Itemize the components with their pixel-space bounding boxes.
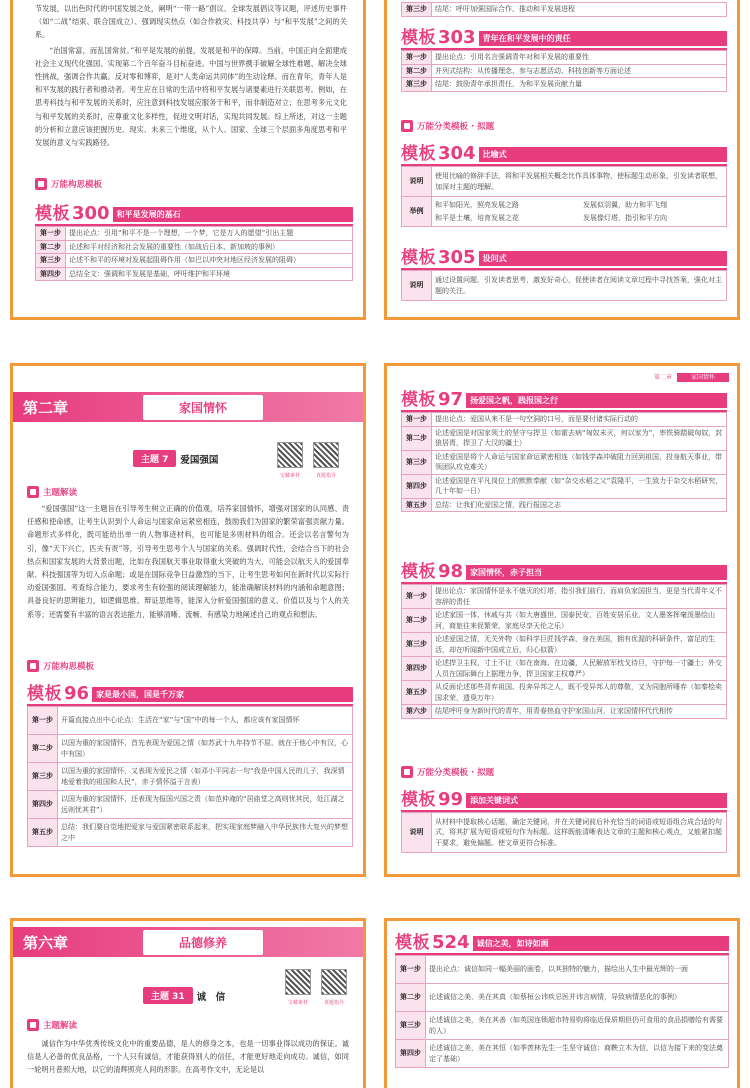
template-table (401, 50, 727, 92)
step-text: 论述捍卫主权，寸土不让（如在南海、在边疆，人民解放军枕戈待旦，守护每一寸疆土；外交人员在国际舞台上据理力争，捍卫国家主权尊严） (432, 657, 727, 681)
section-heading: 万能构思模板 (27, 658, 94, 674)
template-number: 96 (64, 683, 90, 704)
page-1 (10, 0, 366, 320)
step-label: 第四步 (402, 474, 432, 498)
table-row (28, 707, 353, 735)
step-label: 说明 (402, 813, 432, 853)
step-label: 第一步 (402, 585, 432, 609)
template-heading (395, 933, 729, 955)
step-text: 论述和平对经济和社会发展的重要性（如战后日本、新加坡的事例） (66, 240, 353, 254)
table-row (402, 51, 727, 65)
template-table (401, 2, 727, 17)
qr-code-icon[interactable] (277, 442, 303, 468)
step-label: 第五步 (28, 819, 58, 847)
template-word: 模板 (35, 204, 70, 224)
template-word: 模板 (401, 28, 436, 48)
table-row (28, 791, 353, 819)
step-label: 第三步 (402, 3, 432, 17)
step-label: 第四步 (36, 267, 66, 281)
table-row (28, 763, 353, 791)
section-heading: 万能分类模板 · 拟题 (401, 764, 494, 780)
template-title: 青年在和平发展中的责任 (479, 31, 727, 46)
grid-icon (401, 766, 413, 778)
template-304 (401, 144, 727, 227)
template-word: 模板 (395, 933, 430, 953)
template-title: 比喻式 (479, 147, 727, 162)
paragraph: 节发展，以出色时代的中国发展之处，阐明“一带一路”倡议、全球发展倡议等议题，评述历史事件（如“二战”结束、联合国成立）、强调现实热点（如合作救灾、科技共享）与“和平发展”之间的关系。 (35, 4, 347, 40)
step-text: 以国为重的家国情怀，又表现为爱民之情（如邓小平同志一句“我是中国人民的儿子，我深情地爱着我的祖国和人民”，赤子情怀溢于言表） (58, 763, 353, 791)
step-text: 结尾：呼吁加强国际合作，推动和平发展进程 (432, 3, 727, 17)
template-word: 模板 (27, 684, 62, 704)
template-number: 300 (72, 203, 110, 224)
step-text: 从反面论述那些背弃祖国、投奔异邦之人，既不受异邦人的尊敬，又为同胞所唾弃（如秦桧卖国求荣，遗臭万年） (432, 681, 727, 705)
page-4 (384, 363, 740, 877)
paragraph: “爱国强国”这一主题旨在引导考生树立正确的价值观，培养家国情怀，增强对国家的认同感、责任感和使命感，让考生认识到个人命运与国家命运紧密相连，鼓励我们为国家的繁荣富强贡献力量。命题形式多样化，既可能给出单一的人物事迹材料，也可能是多则材料的组合。还会以名言警句为引，像“天下兴亡，匹夫有责”等，引导考生思考个人与国家的关系。强调时代性，会结合当下的社会热点和国家发展的大背景出题，比如在我国航天事业取得重大突破的为大，可能会以航天人的爱国奉献、科技强国等为切入点命题；或是在国际竞争日益激烈的当下，让考生思考如何在新时代以实际行动爱国强国。考查综合能力，要求考生有较强的阅读理解能力，能准确解读材料的内涵和命题意图；具备良好的思辨能力，如逻辑思维、辩证思维等，能深入分析爱国强国的意义、价值以及与个人的关系等；还需要有丰富的语言表达能力，能够清晰、流畅、有感染力地阐述自己的观点和想法。 (27, 504, 349, 619)
step-label: 第三步 (402, 633, 432, 657)
qr-caption: 真题指导 (323, 1000, 344, 1006)
template-heading (35, 204, 353, 226)
table-row (28, 819, 353, 847)
template-word: 模板 (401, 790, 436, 810)
template-300 (35, 204, 353, 281)
template-number: 97 (438, 389, 464, 410)
template-title: 家国情怀，赤子担当 (466, 565, 727, 580)
template-97 (401, 390, 727, 512)
step-label: 第四步 (402, 657, 432, 681)
step-text: 并列式结构：从传播理念、参与志愿活动、科技创新等方面论述 (432, 64, 727, 78)
template-title: 添加关键词式 (466, 793, 727, 808)
section-heading: 万能构思模板 (35, 176, 102, 192)
paragraph: “治国常富，而乱国常贫。”和平是发展的前提，发展是和平的保障。当前，中国正向全面建成社会主义现代化强国、实现第二个百年奋斗目标奋进。中国与世界携手破解全球性难题、解决全球性挑战，强调合作共赢。反对零和博弈，是对“人类命运共同体”的生动诠释。而在青年，青年人是和平发展的践行者和推动者。考生应在日常的生活中将和平发展与诸要素进行关联思考。例如，在思考科技与和平发展的关系时，应注意到科技发展应服务于和平，而非制造对立；在思考多元文化与和平发展的关系时，应尊重文化多样性，促进文明对话，实现共同发展。综上所述，对这一主题的分析和立意应该把握历史、现实、未来三个维度，从个人、国家、全球三个层面多角度思考和平发展的意义与实践路径。 (35, 45, 347, 148)
step-text: 提出论点：诚信如同一幅美丽的画卷，以其独特的魅力，描绘出人生中最光辉的一面 (426, 956, 729, 984)
qr-caption: 真题指导 (315, 473, 336, 479)
template-heading (401, 562, 727, 584)
page-3 (10, 363, 366, 877)
step-label: 第三步 (28, 763, 58, 791)
template-word: 模板 (401, 248, 436, 268)
template-heading (401, 28, 727, 50)
page-5 (10, 918, 366, 1088)
grid-icon (401, 120, 413, 132)
step-label: 第一步 (402, 51, 432, 65)
step-label: 第三步 (402, 78, 432, 92)
qr-caption: 宝藏素材 (279, 473, 300, 479)
template-table (401, 584, 727, 719)
template-table (401, 270, 727, 301)
template-word: 模板 (401, 390, 436, 410)
table-row (396, 1040, 729, 1068)
section-heading: 主题解读 (27, 1017, 77, 1033)
step-text: 论述爱国是在平凡岗位上的默默奉献（如“杂交水稻之父”袁隆平，一生致力于杂交水稻研究，几十年如一日） (432, 474, 727, 498)
table-row (36, 240, 353, 254)
step-text: 使用比喻的修辞手法，将和平发展相关概念比作具体事物，使标题生动形象，引发读者联想，加深对主题的理解。 (432, 167, 727, 197)
table-row (402, 498, 727, 512)
step-text: 论述诚信之美，美在其真（如蔡桓公讳疾忌医并讳言病情，导致病情恶化的事例） (426, 984, 729, 1012)
step-label: 第一步 (36, 227, 66, 241)
step-text: 和平如阳光，照亮发展之路 发展似羽翼，助力和平飞翔 和平是土壤，培育发展之花 发展像灯塔，指引和平方向 (432, 197, 727, 227)
step-text: 从材料中提取核心话题，确定关键词，并在关键词前后补充恰当的词语或短语组合成合适的句式，将其扩展为短语或短句作为标题。这样既能清晰表达文章的主题和核心观点，又能紧扣题干要求，避免偏题。使文章更符合标准。 (432, 813, 727, 853)
table-row (36, 227, 353, 241)
table-row (402, 813, 727, 853)
section-heading: 主题解读 (27, 484, 77, 500)
step-label: 说明 (402, 271, 432, 301)
template-96 (27, 684, 353, 847)
step-text: 通过设置问题，引发读者思考，激发好奇心，促使读者在阅读文章过程中寻找答案，强化对主题的关注。 (432, 271, 727, 301)
table-row (402, 609, 727, 633)
step-label: 第三步 (402, 450, 432, 474)
step-label: 第二步 (402, 426, 432, 450)
step-label: 第二步 (402, 609, 432, 633)
qr-caption: 宝藏素材 (287, 1000, 308, 1006)
table-row (28, 735, 353, 763)
step-text: 论述诚信之美，美在其善（如英国连锁超市特易购将临近保质期但仍可食用的食品捐赠给有需要的人） (426, 1012, 729, 1040)
template-305 (401, 248, 727, 301)
template-number: 305 (438, 247, 476, 268)
qr-codes (285, 969, 347, 1006)
template-table (401, 166, 727, 227)
table-row (402, 585, 727, 609)
template-heading (401, 790, 727, 812)
step-text: 开篇直接点出中心论点：生活在“家”与“国”中的每一个人，都应该有家国情怀 (58, 707, 353, 735)
step-label: 第一步 (396, 956, 426, 984)
table-row (402, 3, 727, 17)
step-label: 第四步 (28, 791, 58, 819)
template-303 (401, 28, 727, 92)
template-word: 模板 (401, 562, 436, 582)
step-text: 以国为重的家国情怀，还表现为报国兴国之责（如范仲淹的“居庙堂之高则忧其民，处江湖之远则忧其君”） (58, 791, 353, 819)
step-label: 第五步 (402, 681, 432, 705)
step-text: 结尾呼吁身为新时代的青年，用青春热血守护家国山河，让家国情怀代代相传 (432, 705, 727, 719)
qr-codes (277, 442, 339, 479)
step-text: 总结：我们要自觉地把爱家与爱国紧密联系起来，把实现家庭梦融入中华民族伟大复兴的梦想之中 (58, 819, 353, 847)
template-98 (401, 562, 727, 719)
step-text: 总结：让我们化爱国之情，践行报国之志 (432, 498, 727, 512)
theme-title: 主题 31 诚 信 (143, 987, 225, 1004)
book-icon (27, 486, 39, 498)
step-text: 结尾：鼓励青年承担责任，为和平发展贡献力量 (432, 78, 727, 92)
table-row (402, 64, 727, 78)
template-table (401, 812, 727, 853)
template-number: 99 (438, 789, 464, 810)
table-row (402, 657, 727, 681)
template-title: 和平是发展的基石 (113, 207, 353, 222)
template-99 (401, 790, 727, 853)
template-title: 家是最小国，国是千万家 (92, 687, 353, 702)
step-label: 第二步 (396, 984, 426, 1012)
step-text: 论述诚信之美，美在其恒（如季羡林先生一生坚守诚信；商鞅立木为信，以信为接下来的变法奠定了基础） (426, 1040, 729, 1068)
table-row (36, 267, 353, 281)
step-label: 第二步 (28, 735, 58, 763)
step-label: 第二步 (36, 240, 66, 254)
table-row (402, 167, 727, 197)
template-524 (395, 933, 729, 1068)
qr-code-icon[interactable] (285, 969, 311, 995)
qr-code-icon[interactable] (313, 442, 339, 468)
step-text: 总结全文：强调和平发展是基础，呼吁维护和平环境 (66, 267, 353, 281)
step-text: 提出论点：爱国从来不是一句空洞的口号，而是要付诸实际行动的 (432, 413, 727, 427)
page-2 (384, 0, 740, 320)
table-row (402, 197, 727, 227)
step-label: 第二步 (402, 64, 432, 78)
step-label: 第六步 (402, 705, 432, 719)
template-heading (401, 248, 727, 270)
chapter-banner: 第二章 家国情怀 (13, 392, 363, 422)
template-number: 524 (432, 932, 470, 953)
template-number: 98 (438, 561, 464, 582)
table-row (402, 633, 727, 657)
bulb-icon (27, 660, 39, 672)
step-label: 第三步 (396, 1012, 426, 1040)
template-heading (27, 684, 353, 706)
step-label: 说明 (402, 167, 432, 197)
table-row (402, 413, 727, 427)
template-word: 模板 (401, 144, 436, 164)
table-row (402, 681, 727, 705)
step-text: 论述爱国是将个人命运与国家命运紧密相连（如钱学森冲破阻力回到祖国，投身航天事业，带领团队攻克难关） (432, 450, 727, 474)
running-header: 第二章 家国情怀 (654, 372, 729, 381)
step-label: 第五步 (402, 498, 432, 512)
theme-title: 主题 7 爱国强国 (133, 450, 218, 467)
step-label: 第一步 (28, 707, 58, 735)
step-text: 论述爱国是对国家领土的坚守与捍卫（如霍去病“匈奴未灭，何以家为”，率铁骑踏破匈奴，封狼居胥，捍卫了大汉的疆土） (432, 426, 727, 450)
template-heading (401, 390, 727, 412)
template-table (27, 706, 353, 847)
step-text: 提出论点：引用“和平不是一个理想，一个梦，它是万人的愿望”引出主题 (66, 227, 353, 241)
book-icon (27, 1019, 39, 1031)
template-table (35, 226, 353, 281)
table-row (396, 1012, 729, 1040)
step-text: 论述爱国之情，无关外物（如科学巨匠钱学森，身在美国，拥有优渥的科研条件、富足的生活，却在听闻新中国成立后，归心似箭） (432, 633, 727, 657)
table-row (36, 254, 353, 268)
template-title: 诚信之美，如诗如画 (473, 936, 729, 951)
template-title: 扬爱国之帆，践报国之行 (466, 393, 727, 408)
step-text: 论述不和平的环境对发展起阻碍作用（如巴以冲突对地区经济发展的阻碍） (66, 254, 353, 268)
table-row (402, 474, 727, 498)
table-row (402, 271, 727, 301)
qr-code-icon[interactable] (321, 969, 347, 995)
template-table (395, 955, 729, 1068)
table-row (402, 426, 727, 450)
step-text: 以国为重的家国情怀，首先表现为爱国之情（如苏武十九年持节不屈，就在于他心中有汉，心中有国） (58, 735, 353, 763)
step-text: 提出论点：引用名言强调青年对和平发展的重要性 (432, 51, 727, 65)
table-row (402, 705, 727, 719)
table-row (402, 450, 727, 474)
table-row (402, 78, 727, 92)
step-text: 论述家国一体，休戚与共（如大唐盛世，国泰民安，百姓安居乐业，文人墨客挥毫泼墨绘山河，商旅往来促繁荣，家庭尽享天伦之乐） (432, 609, 727, 633)
chapter-banner: 第六章 品德修养 (13, 927, 363, 957)
step-label: 举例 (402, 197, 432, 227)
page-6 (384, 918, 740, 1088)
template-title: 设问式 (479, 251, 727, 266)
template-number: 303 (438, 27, 476, 48)
template-heading (401, 144, 727, 166)
section-heading: 万能分类模板 · 拟题 (401, 118, 494, 134)
step-label: 第四步 (396, 1040, 426, 1068)
step-label: 第三步 (36, 254, 66, 268)
table-row (396, 956, 729, 984)
template-number: 304 (438, 143, 476, 164)
template-table (401, 412, 727, 512)
step-text: 提出论点：家国情怀是永不熄灭的灯塔，指引我们前行，而肩负家国担当，更是当代青年义不容辞的责任 (432, 585, 727, 609)
paragraph: 诚信作为中华优秀传统文化中的重要品德，是人的修身之本，也是一切事业得以成功的保证。诚信是人必备的优良品格，一个人只有诚信，才能获得别人的信任，才能更好地走向成功。诚信，如同一轮明月普照大地，以它的清辉照亮人间的形影。在高考作文中，无论是以 (27, 1039, 349, 1075)
step-label: 第一步 (402, 413, 432, 427)
bulb-icon (35, 178, 47, 190)
table-row (396, 984, 729, 1012)
